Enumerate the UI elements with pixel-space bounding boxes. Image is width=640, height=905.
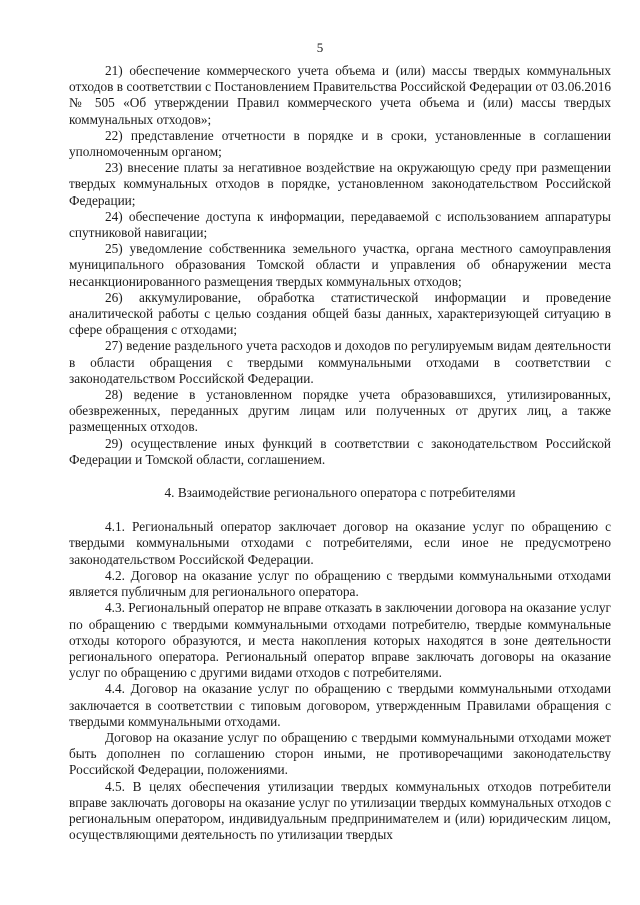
paragraph-4-4: 4.4. Договор на оказание услуг по обращению с твердыми коммунальными отходами заключается в соответствии с типовым договором, утвержденным Правилами обращения с твердыми коммунальными отходами. [69,681,611,729]
section-heading: 4. Взаимодействие регионального оператора с потребителями [164,485,516,501]
list-item-22: 22) представление отчетности в порядке и в сроки, установленные в соглашении уполномоченным органом; [69,127,611,160]
paragraph-4-4-addendum: Договор на оказание услуг по обращению с твердыми коммунальными отходами может быть дополнен по соглашению сторон иными, не противоречащими законодательству Российской Федерации, положениями. [69,729,611,778]
paragraph-4-1: 4.1. Региональный оператор заключает договор на оказание услуг по обращению с твердыми коммунальными отходами с потребителями, если иное не предусмотрено законодательством Российской Федерации. [69,519,611,567]
list-item-26: 26) аккумулирование, обработка статистической информации и проведение аналитической работы с целью создания общей базы данных, характеризующей ситуацию в сфере обращения с отходами; [69,289,611,338]
list-item-29: 29) осуществление иных функций в соответствии с законодательством Российской Федерации и Томской области, соглашением. [69,435,611,467]
list-item-21: 21) обеспечение коммерческого учета объема и (или) массы твердых коммунальных отходов в соответствии с Постановлением Правительства Российской Федерации от 03.06.2016 № 505 «Об утверждении Правил коммерческого учета объема и (или) массы твердых коммунальных отходов»; [69,63,611,127]
paragraph-4-5: 4.5. В целях обеспечения утилизации твердых коммунальных отходов потребители вправе заключать договоры на оказание услуг по утилизации твердых коммунальных отходов с региональным оператором, индивидуальным предпринимателем и (или) юридическим лицом, осуществляющими деятельность по утилизации твердых [69,778,611,843]
list-item-27: 27) ведение раздельного учета расходов и доходов по регулируемым видам деятельности в области обращения с твердыми коммунальными отходами в соответствии с законодательством Российской Федерации. [69,338,611,386]
list-item-23: 23) внесение платы за негативное воздействие на окружающую среду при размещении твердых коммунальных отходов в порядке, установленном законодательством Российской Федерации; [69,160,611,208]
page-number: 5 [316,40,324,55]
paragraph-4-3: 4.3. Региональный оператор не вправе отказать в заключении договора на оказание услуг по обращению с твердыми коммунальными отходами потребителю, твердые коммунальные отходы которого образуются, и места накопления которых находятся в зоне деятельности регионального оператора. Региональный оператор вправе заключать договоры на оказание услуг по обращению с другими видами отходов с потребителями. [69,600,611,681]
paragraph-4-2: 4.2. Договор на оказание услуг по обращению с твердыми коммунальными отходами является публичным для регионального оператора. [69,567,611,600]
list-item-28: 28) ведение в установленном порядке учета образовавшихся, утилизированных, обезвреженных, переданных другим лицам или полученных от других лиц, а также размещенных отходов. [69,387,611,435]
list-item-24: 24) обеспечение доступа к информации, передаваемой с использованием аппаратуры спутниковой навигации; [69,208,611,241]
list-item-25: 25) уведомление собственника земельного участка, органа местного самоуправления муниципального образования Томской области и управления об обнаружении места несанкционированного размещения твердых коммунальных отходов; [69,241,611,289]
document-body [69,63,611,843]
